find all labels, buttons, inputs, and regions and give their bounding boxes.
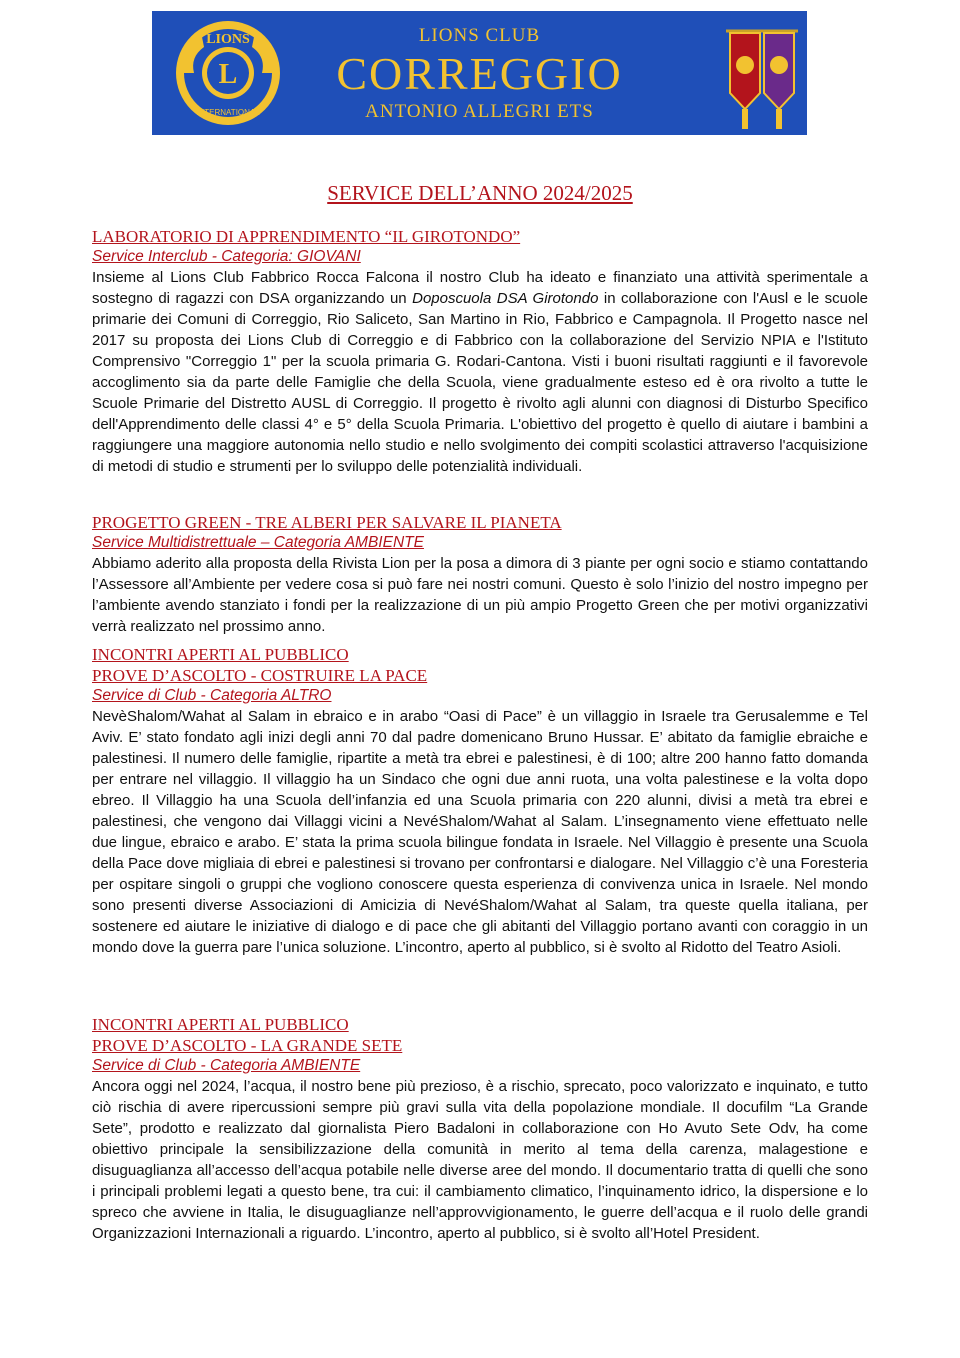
logo-letter: L (218, 59, 238, 90)
section-heading: INCONTRI APERTI AL PUBBLICO (92, 645, 349, 664)
section-body (92, 267, 868, 477)
section-heading: INCONTRI APERTI AL PUBBLICO (92, 1015, 349, 1034)
club-name-line1: LIONS CLUB (418, 25, 541, 46)
section-heading-secondary: PROVE D’ASCOLTO - COSTRUIRE LA PACE (92, 666, 428, 685)
page-title: SERVICE DELL’ANNO 2024/2025 (327, 181, 633, 205)
section-category: Service Interclub - Categoria: GIOVANI (92, 248, 361, 265)
logo-top-text: LIONS (206, 32, 250, 47)
section-girotondo (92, 226, 868, 477)
section-la-grande-sete (92, 1014, 868, 1244)
club-name-line2: CORREGGIO (336, 48, 623, 99)
club-name-line3: ANTONIO ALLEGRI ETS (365, 101, 594, 122)
section-body: NevèShalom/Wahat al Salam in ebraico e in arabo “Oasi di Pace” è un villaggio in Israele tra Gerusalemme e Tel Aviv. E’ stato fondato agli inizi degli anni 70 dal padre domenicano Bruno Hussar. E’ abitato da famiglie ebraiche e palestinesi. Il numero delle famiglie, ripartite a metà tra ebrei e palestinesi, è di 100; altre 200 hanno fatto domanda per entrare nel villaggio. Il villaggio ha un Sindaco che ogni due anni ruota, una volta palestinese e la volta dopo ebreo. Il Villaggio ha una Scuola dell’infanzia ed una Scuola primaria con 220 alunni, divisi a metà tra ebrei e palestinesi, che vengono dai Villaggi vicini a NevéShalom/Wahat al Salam. L’insegnamento viene effettuato nelle due lingue, ebraico e arabo. E’ stata la prima scuola bilingue fondata in Israele. Nel Villaggio è presente una Scuola della Pace dove migliaia di ebrei e palestinesi si trovano per confrontarsi e dialogare. Nel Villaggio c’è una Foresteria per ospitare singoli o gruppi che vogliono conoscere questa esperienza di convivenza unica in Israele. Nel mondo sono presenti diverse Associazioni di Amicizia di NevéShalom/Wahat al Salam, tra queste quella italiana, per sostenere ed aiutare le iniziative di dialogo e di pace che gli abitanti del Villaggio portano avanti con coraggio in un mondo dove la guerra pare l’unica soluzione. L’incontro, aperto al pubblico, si è svolto al Ridotto del Teatro Asioli. (92, 708, 868, 956)
section-body: Ancora oggi nel 2024, l’acqua, il nostro bene più prezioso, è a rischio, sprecato, poco valorizzato e inquinato, e tutto ciò rischia di avere ripercussioni sempre più gravi sulla vita della popolazione mondiale. Il docufilm “La Grande Sete”, prodotto e realizzato dal giornalista Piero Badaloni in collaborazione con Ho Avuto Sete Odv, ha come obiettivo principale la sensibilizzazione della comunità in merito al tema della carenza, malagestione e disuguaglianza all’accesso dell’acqua potabile nelle diverse aree del mondo. Il documentario tratta di quelli che sono i principali problemi legati a questo bene, tra cui: il cambiamento climatico, l’inquinamento idrico, la dispersione e lo spreco che avviene in Italia, le disuguaglianze nell’approvvigionamento, le guerre dell’acqua e il ruolo delle grandi Organizzazioni Internazionali a riguardo. L’incontro, aperto al pubblico, si è svolto all’Hotel President. (92, 1078, 868, 1242)
section-heading: PROGETTO GREEN - TRE ALBERI PER SALVARE IL PIANETA (92, 513, 562, 532)
body-text: in collaborazione con l'Ausl e le scuole primarie dei Comuni di Correggio, Rio Saliceto, San Martino in Rio, Fabbrico e Campagnola. Il Progetto nasce nel 2017 su proposta dei Lions Club di Correggio e di Fabbrico con la collaborazione del Servizio NPIA e l'Istituto Comprensivo "Correggio 1" per la scuola primaria G. Rodari-Cantona. Visti i buoni risultati raggiunti e il favorevole accoglimento sia da parte delle Famiglie che della Scuola, viene gradualmente esteso ed è ora rivolto a tutte le Scuole Primarie del Distretto AUSL di Correggio. Il progetto è rivolto agli alunni con diagnosi di Disturbo Specifico dell'Apprendimento delle classi 4° e 5° della Scuola Primaria. L'obiettivo del progetto è quello di aiutare i bambini a raggiungere una maggiore autonomia nello studio e nello svolgimento dei compiti scolastici attraverso l'acquisizione di metodi di studio e strumenti per lo sviluppo delle potenzialità individuali. (92, 290, 869, 475)
section-heading: LABORATORIO DI APPRENDIMENTO “IL GIROTONDO” (92, 227, 521, 246)
section-category: Service di Club - Categoria ALTRO (92, 687, 332, 704)
header-banner (152, 11, 807, 135)
section-progetto-green (92, 512, 868, 637)
section-category: Service di Club - Categoria AMBIENTE (92, 1057, 361, 1074)
section-body: Abbiamo aderito alla proposta della Rivista Lion per la posa a dimora di 3 piante per ogni socio e stiamo contattando l’Assessore all’Ambiente per vedere cosa si può fare nei nostri comuni. Questo è solo l’inizio del nostro impegno per l’ambiente avendo stanziato i fondi per la realizzazione di un più ampio Progetto Green che per motivi organizzativi verrà realizzato nel prossimo anno. (92, 555, 868, 635)
section-category: Service Multidistrettuale – Categoria AMBIENTE (92, 534, 424, 551)
pennants-icon (722, 17, 802, 135)
logo-bottom-text: INTERNATIONAL (196, 108, 260, 117)
body-text: Insieme al Lions Club Fabbrico Rocca Falcona il nostro Club ha ideato e finanziato una attività sperimentale a sostegno di ragazzi con DSA organizzando un (92, 269, 868, 307)
section-heading-secondary: PROVE D’ASCOLTO - LA GRANDE SETE (92, 1036, 403, 1055)
section-costruire-la-pace (92, 644, 868, 958)
body-emphasis: Doposcuola DSA Girotondo (412, 290, 599, 307)
